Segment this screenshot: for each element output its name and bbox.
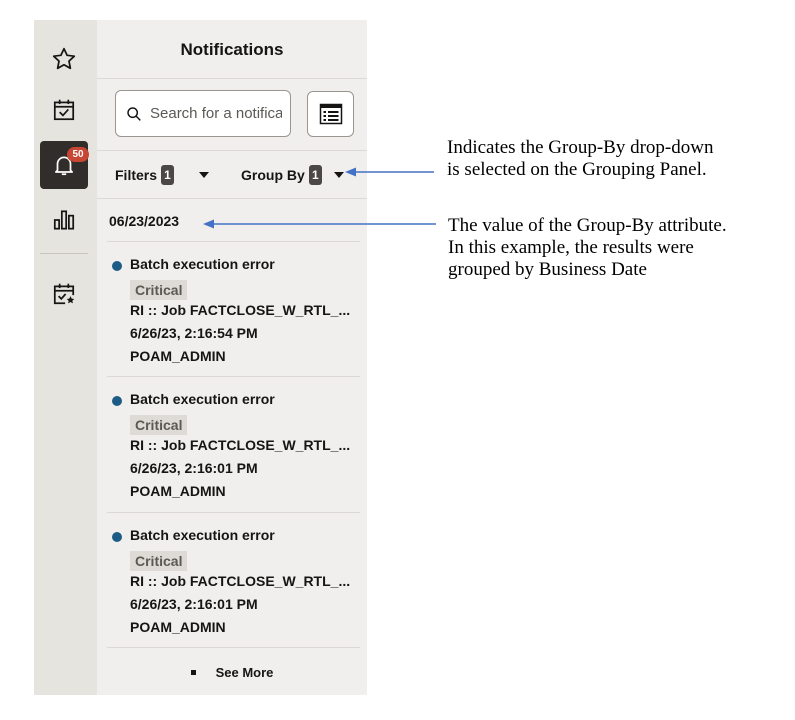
panel-title: Notifications	[180, 40, 284, 59]
notification-timestamp: 6/26/23, 2:16:54 PM	[130, 325, 258, 341]
filters-count-badge: 1	[161, 165, 174, 185]
annotation-line: The value of the Group-By attribute.	[448, 215, 727, 236]
severity-badge: Critical	[130, 551, 187, 571]
annotation-line: grouped by Business Date	[448, 259, 647, 280]
annotation-line: Indicates the Group-By drop-down	[447, 137, 714, 158]
notification-description: RI :: Job FACTCLOSE_W_RTL_...	[130, 437, 351, 453]
notification-description: RI :: Job FACTCLOSE_W_RTL_...	[130, 302, 351, 318]
notification-user: POAM_ADMIN	[130, 483, 226, 499]
annotation-line: is selected on the Grouping Panel.	[447, 159, 707, 180]
group-by-count-badge: 1	[309, 165, 322, 185]
annotation-line: In this example, the results were	[448, 237, 694, 258]
filters-label: Filters	[115, 167, 158, 183]
notification-user: POAM_ADMIN	[130, 348, 226, 364]
notification-title: Batch execution error	[130, 256, 275, 272]
notification-count-badge: 50	[67, 147, 89, 162]
severity-badge: Critical	[130, 415, 187, 435]
group-by-arrowhead-icon	[345, 168, 356, 177]
notification-title: Batch execution error	[130, 527, 275, 543]
group-header-value: 06/23/2023	[109, 213, 180, 229]
notification-description: RI :: Job FACTCLOSE_W_RTL_...	[130, 573, 351, 589]
group-by-label: Group By	[241, 167, 305, 183]
group-value-arrowhead-icon	[203, 220, 214, 229]
notification-timestamp: 6/26/23, 2:16:01 PM	[130, 460, 258, 476]
notification-user: POAM_ADMIN	[130, 619, 226, 635]
notification-title: Batch execution error	[130, 391, 275, 407]
notification-timestamp: 6/26/23, 2:16:01 PM	[130, 596, 258, 612]
group-by-annotation	[447, 137, 713, 181]
group-value-annotation	[448, 215, 727, 281]
see-more-label: See More	[215, 665, 274, 680]
severity-badge: Critical	[130, 280, 187, 300]
